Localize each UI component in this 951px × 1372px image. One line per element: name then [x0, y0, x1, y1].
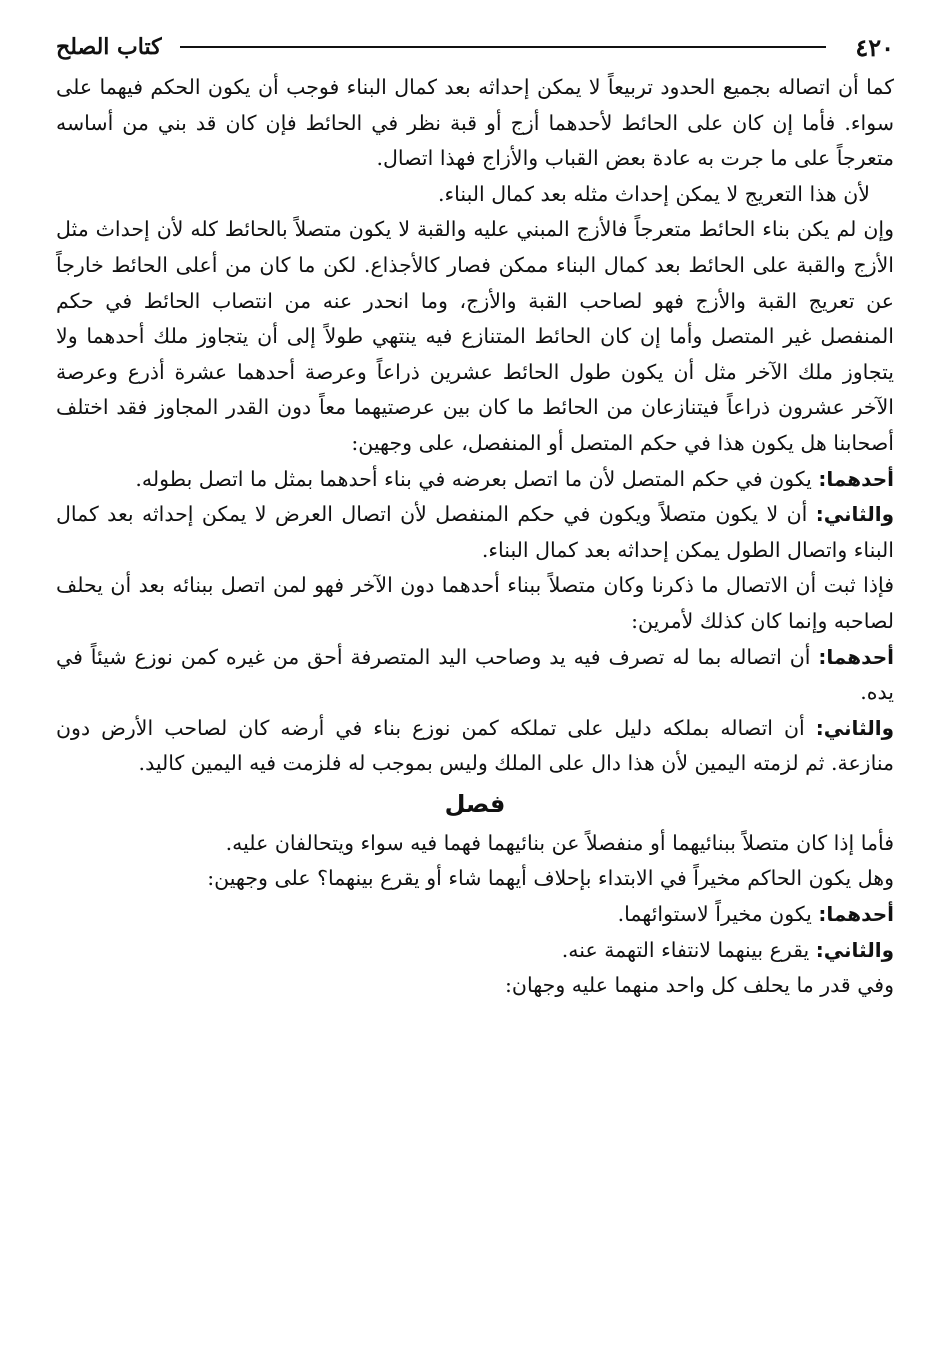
paragraph: وهل يكون الحاكم مخيراً في الابتداء بإحلاف أيهما شاء أو يقرع بينهما؟ على وجهين: [207, 866, 894, 891]
paragraph: فإذا ثبت أن الاتصال ما ذكرنا وكان متصلاً ببناء أحدهما دون الآخر فهو لمن اتصل ببنائه بعد أن يحلف لصاحبه وإنما كان كذلك لأمرين: [56, 573, 894, 633]
book-page [56, 30, 894, 1350]
option-two-label: والثاني: [815, 937, 894, 962]
option-two-text: يقرع بينهما لانتفاء التهمة عنه. [561, 937, 810, 962]
paragraph: وفي قدر ما يحلف كل واحد منهما عليه وجهان: [505, 973, 894, 998]
page-body [56, 70, 894, 1004]
reason-one-label: أحدهما: [818, 644, 894, 669]
opinion-two-label: والثاني: [815, 502, 894, 527]
reason-two-text: أن اتصاله بملكه دليل على تملكه كمن نوزع بناء في أرضه كان لصاحب الأرض دون منازعة. ثم لزمته اليمين لأن هذا دال على الملك وليس بموجب له فلزمت فيه اليمين كاليد. [56, 715, 894, 776]
opinion-one [56, 462, 894, 498]
running-header [56, 30, 894, 64]
option-one-text: يكون مخيراً لاستوائهما. [617, 902, 812, 927]
header-rule [180, 46, 826, 48]
paragraph: كما أن اتصاله بجميع الحدود تربيعاً لا يمكن إحداثه بعد كمال البناء فوجب أن يكون الحكم فيهما على سواء. فأما إن كان على الحائط لأحدهما أزج أو قبة نظر في الحائط فإن كان قد بني من أساسه متعرجاً على ما جرت به عادة بعض القباب والأزاج فهذا اتصال. [56, 75, 894, 171]
paragraph: لأن هذا التعريج لا يمكن إحداث مثله بعد كمال البناء. [438, 181, 870, 206]
reason-two [56, 711, 894, 782]
book-title: كتاب الصلح [56, 34, 162, 60]
opinion-one-label: أحدهما: [818, 466, 894, 491]
opinion-two [56, 497, 894, 568]
reason-two-label: والثاني: [815, 715, 894, 740]
paragraph: وإن لم يكن بناء الحائط متعرجاً فالأزج المبني عليه والقبة لا يكون متصلاً بالحائط كله لأن إحداث مثل الأزج والقبة على الحائط بعد كمال البناء ممكن فصار كالأجذاع. لكن ما كان من أعلى الحائط خارجاً عن تعريج القبة والأزج فهو لصاحب القبة والأزج، وما انحدر عنه من انتصاب الحائط في حكم المنفصل غير المتصل وأما إن كان الحائط المتنازع فيه ينتهي طولاً إلى أن يتجاوز ملك أحدهما ولا يتجاوز ملك الآخر مثل أن يكون طول الحائط عشرين ذراعاً وعرصة أحدهما عشرة أذرع وعرصة الآخر عشرون ذراعاً فيتنازعان من الحائط ما كان بين عرصتيهما معاً دون القدر المجاوز فقد اختلف أصحابنا هل يكون هذا في حكم المتصل أو المنفصل، على وجهين: [56, 217, 894, 455]
page-number: ٤٢٠ [855, 32, 894, 62]
option-one-label: أحدهما: [818, 902, 894, 927]
option-two [56, 933, 894, 969]
reason-one-text: أن اتصاله بما له تصرف فيه يد وصاحب اليد المتصرفة أحق من غيره كمن نوزع شيئاً في يده. [56, 644, 894, 705]
opinion-two-text: أن لا يكون متصلاً ويكون في حكم المنفصل لأن اتصال العرض لا يمكن إحداثه بعد كمال البناء واتصال الطول يمكن إحداثه بعد كمال البناء. [56, 502, 894, 562]
reason-one [56, 640, 894, 711]
option-one [56, 897, 894, 933]
section-heading: فصل [444, 789, 506, 818]
paragraph: فأما إذا كان متصلاً ببنائيهما أو منفصلاً عن بنائيهما فهما فيه سواء ويتحالفان عليه. [225, 830, 894, 855]
opinion-one-text: يكون في حكم المتصل لأن ما اتصل بعرضه في بناء أحدهما بمثل ما اتصل بطوله. [135, 466, 812, 491]
